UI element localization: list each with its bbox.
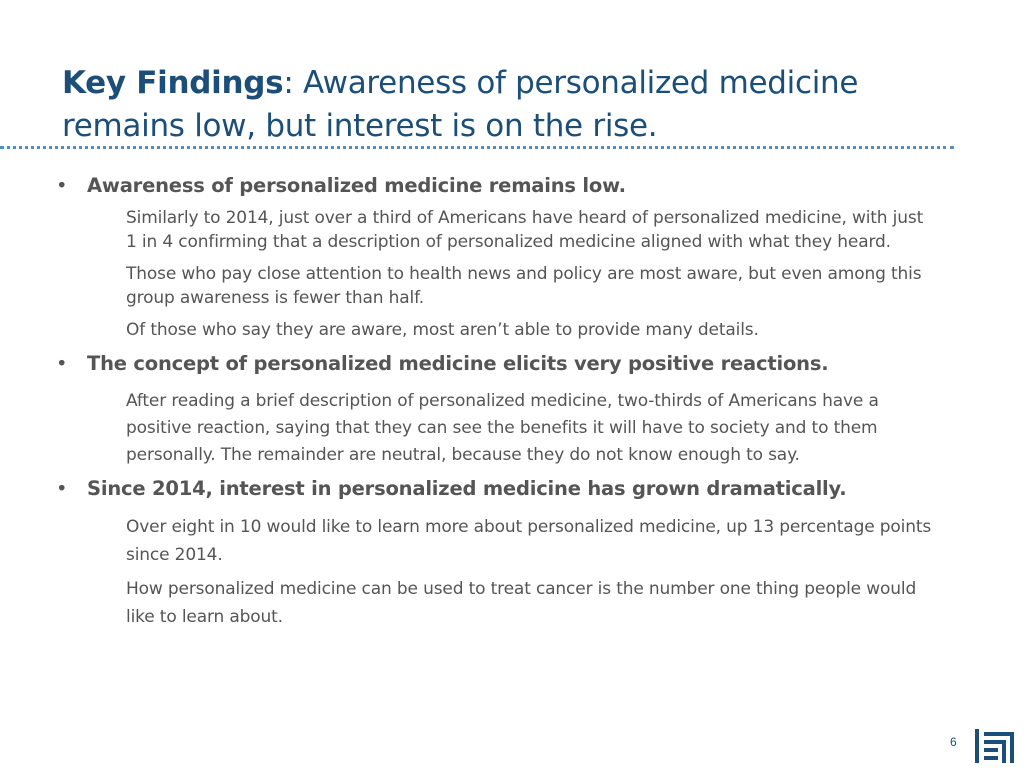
sub-point: Similarly to 2014, just over a third of Americans have heard of personalized medicine, with just 1 in 4 confirming that a description of personalized medicine aligned with what they heard. [126,208,924,252]
title-rest: : Awareness of personalized medicine remains low, but interest is on the rise. [62,65,859,144]
bullet-heading: The concept of personalized medicine elicits very positive reactions. [87,352,829,375]
findings-list [56,172,936,631]
sub-point: Of those who say they are aware, most aren’t able to provide many details. [126,320,759,340]
building-columns-logo-icon [975,727,1015,763]
bullet-marker: • [56,477,68,500]
bullet-awareness [56,172,936,200]
page-number: 6 [950,735,957,749]
bullet-heading: Since 2014, interest in personalized medicine has grown dramatically. [87,477,847,500]
bullet-heading: Awareness of personalized medicine remains low. [87,174,626,197]
bullet-reactions [56,350,936,378]
title-bold-part: Key Findings [62,65,284,101]
title-divider [0,146,954,149]
sub-point: How personalized medicine can be used to treat cancer is the number one thing people would like to learn about. [126,579,917,627]
bullet-marker: • [56,174,68,197]
sub-point: After reading a brief description of personalized medicine, two-thirds of Americans have a positive reaction, saying that they can see the benefits it will have to society and to them personally. The remainder are neutral, because they do not know enough to say. [126,391,879,465]
bullet-interest [56,475,936,503]
sub-point: Over eight in 10 would like to learn more about personalized medicine, up 13 percentage points since 2014. [126,517,932,565]
sub-point: Those who pay close attention to health news and policy are most aware, but even among this group awareness is fewer than half. [126,264,922,308]
slide-title [62,62,922,148]
bullet-marker: • [56,352,68,375]
